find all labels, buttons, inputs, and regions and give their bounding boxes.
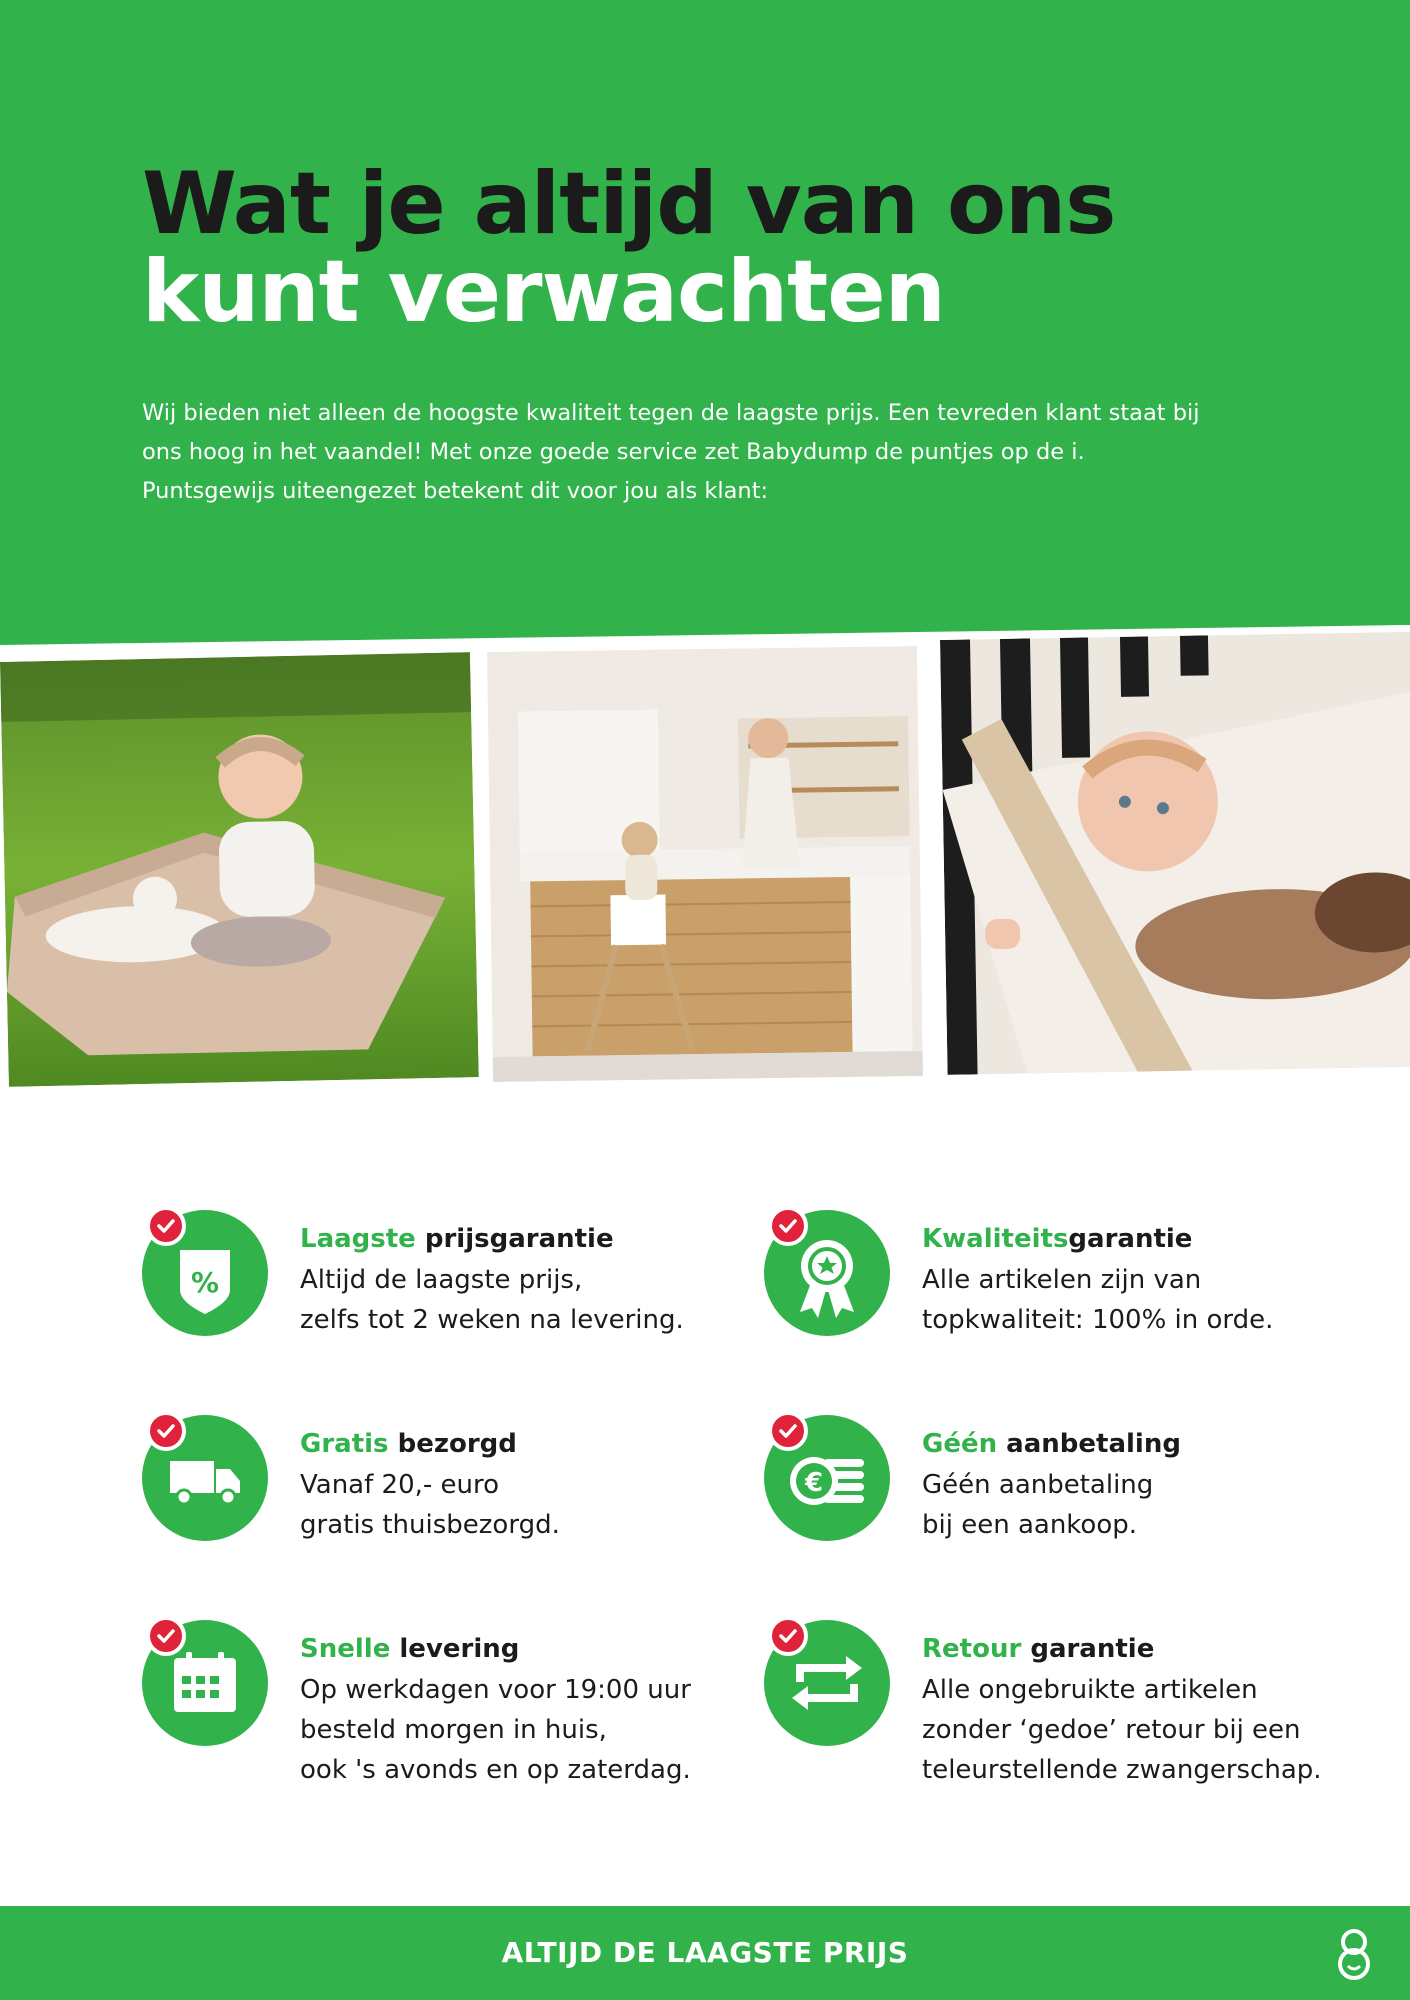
feature-description: Géén aanbetaling bij een aankoop.	[922, 1470, 1154, 1540]
check-badge-icon	[768, 1411, 808, 1451]
title-line-2: kunt verwachten	[142, 242, 945, 342]
feature-fast-delivery	[142, 1620, 702, 1785]
footer-bar	[0, 1906, 1410, 2000]
hero-banner	[0, 0, 1410, 700]
feature-quality	[764, 1210, 1324, 1370]
page-title	[142, 154, 1116, 342]
feature-no-down-payment	[764, 1415, 1324, 1575]
feature-heading: Snelle levering	[300, 1634, 520, 1664]
check-badge-icon	[146, 1206, 186, 1246]
feature-badge	[764, 1415, 890, 1541]
photo-baby-crib	[940, 632, 1410, 1075]
babydump-logo-icon	[1328, 1926, 1380, 1982]
intro-text: Wij bieden niet alleen de hoogste kwaliteit tegen de laagste prijs. Een tevreden klant staat bij ons hoog in het vaandel! Met onze goede service zet Babydump de puntjes op de i. Puntsgewijs uiteengezet betekent dit voor jou als klant:	[142, 400, 1200, 504]
photo-kitchen	[487, 646, 923, 1082]
title-line-1: Wat je altijd van ons	[142, 154, 1116, 254]
svg-text:%: %	[190, 1266, 220, 1299]
svg-text:€: €	[804, 1468, 824, 1498]
check-badge-icon	[146, 1616, 186, 1656]
feature-badge	[142, 1210, 268, 1336]
feature-heading: Géén aanbetaling	[922, 1429, 1181, 1459]
photo-baby-playmat	[0, 652, 479, 1087]
feature-heading: Retour garantie	[922, 1634, 1155, 1664]
feature-heading: Gratis bezorgd	[300, 1429, 517, 1459]
feature-badge	[142, 1415, 268, 1541]
feature-description: Altijd de laagste prijs, zelfs tot 2 weken na levering.	[300, 1265, 684, 1335]
footer-label: ALTIJD DE LAAGSTE PRIJS	[501, 1936, 909, 1969]
feature-heading: Laagste prijsgarantie	[300, 1224, 614, 1254]
feature-free-delivery	[142, 1415, 702, 1575]
feature-description: Op werkdagen voor 19:00 uur besteld morgen in huis, ook 's avonds en op zaterdag.	[300, 1675, 691, 1785]
feature-heading: Kwaliteitsgarantie	[922, 1224, 1193, 1254]
feature-description: Alle ongebruikte artikelen zonder ‘gedoe’ retour bij een teleurstellende zwangerschap.	[922, 1675, 1322, 1785]
feature-badge	[764, 1210, 890, 1336]
check-badge-icon	[768, 1616, 808, 1656]
feature-return-guarantee	[764, 1620, 1324, 1785]
feature-badge	[142, 1620, 268, 1746]
feature-description: Alle artikelen zijn van topkwaliteit: 100% in orde.	[922, 1265, 1274, 1335]
feature-lowest-price	[142, 1210, 702, 1370]
feature-description: Vanaf 20,- euro gratis thuisbezorgd.	[300, 1470, 560, 1540]
check-badge-icon	[768, 1206, 808, 1246]
check-badge-icon	[146, 1411, 186, 1451]
feature-badge	[764, 1620, 890, 1746]
